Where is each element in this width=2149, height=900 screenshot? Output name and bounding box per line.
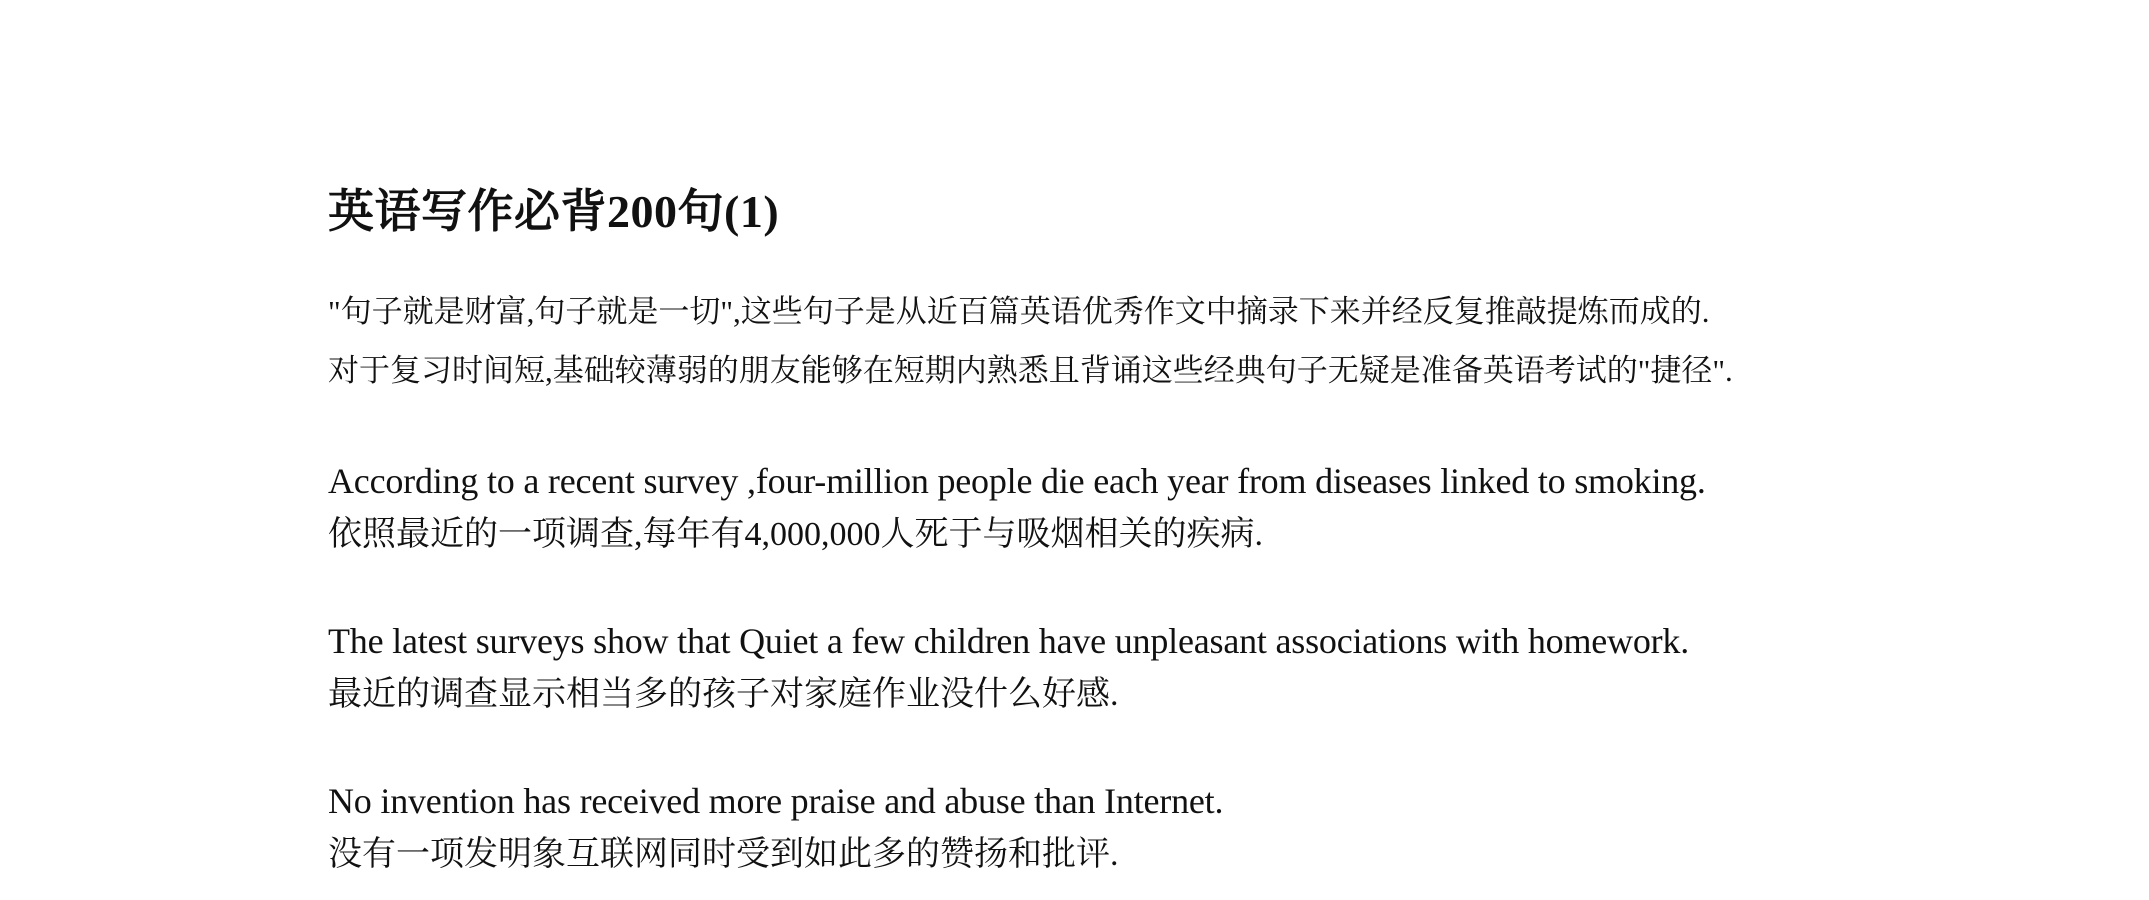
sentence-pair [328, 615, 1948, 723]
english-sentence: The latest surveys show that Quiet a few children have unpleasant associations with homework. [328, 621, 1690, 661]
intro-paragraph [328, 282, 1948, 400]
sentence-pair [328, 775, 1948, 883]
document-content [328, 182, 1948, 883]
intro-line: 对于复习时间短,基础较薄弱的朋友能够在短期内熟悉且背诵这些经典句子无疑是准备英语考试的"捷径". [328, 353, 1733, 388]
english-sentence: No invention has received more praise and abuse than Internet. [328, 781, 1224, 821]
intro-line: "句子就是财富,句子就是一切",这些句子是从近百篇英语优秀作文中摘录下来并经反复推敲提炼而成的. [328, 294, 1710, 329]
english-sentence: According to a recent survey ,four-million people die each year from diseases linked to smoking. [328, 461, 1706, 501]
page-title: 英语写作必背200句(1) [328, 186, 780, 237]
chinese-translation: 依照最近的一项调查,每年有4,000,000人死于与吸烟相关的疾病. [328, 516, 1263, 553]
chinese-translation: 没有一项发明象互联网同时受到如此多的赞扬和批评. [328, 836, 1119, 873]
chinese-translation: 最近的调查显示相当多的孩子对家庭作业没什么好感. [328, 676, 1119, 713]
sentence-pair [328, 455, 1948, 563]
